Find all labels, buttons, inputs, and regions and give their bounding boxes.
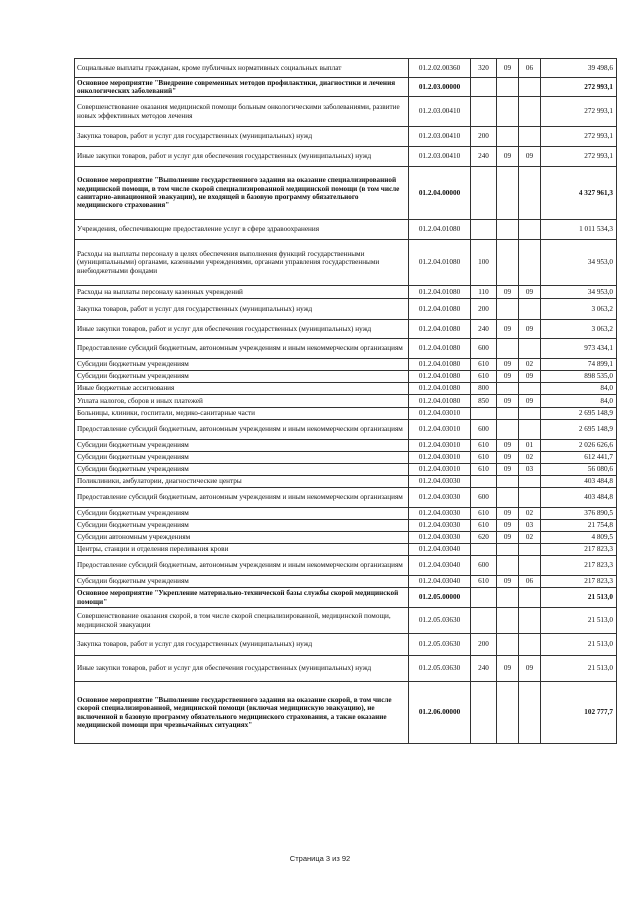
row-section: 09 [497, 452, 519, 464]
table-row [75, 476, 617, 488]
row-section [497, 97, 519, 127]
row-section [497, 339, 519, 359]
row-subsection: 02 [519, 508, 541, 520]
row-expense-type [471, 588, 497, 608]
row-section [497, 383, 519, 395]
row-expense-type: 610 [471, 464, 497, 476]
row-code: 01.2.04.03030 [409, 476, 471, 488]
row-amount: 74 899,1 [541, 359, 617, 371]
row-amount: 272 993,1 [541, 97, 617, 127]
row-expense-type: 610 [471, 520, 497, 532]
row-section: 09 [497, 359, 519, 371]
table-row [75, 452, 617, 464]
table-row [75, 59, 617, 78]
row-section: 09 [497, 147, 519, 167]
row-section: 09 [497, 508, 519, 520]
row-expense-type: 600 [471, 339, 497, 359]
row-code: 01.2.05.03630 [409, 608, 471, 634]
table-row [75, 634, 617, 656]
row-name: Субсидии бюджетным учреждениям [75, 452, 409, 464]
row-name: Совершенствование оказания скорой, в том числе скорой специализированной, медицинской помощи, медицинской эвакуации [75, 608, 409, 634]
table-row [75, 508, 617, 520]
table-row [75, 408, 617, 420]
row-name: Закупка товаров, работ и услуг для государственных (муниципальных) нужд [75, 299, 409, 320]
table-row [75, 656, 617, 682]
table-row [75, 420, 617, 440]
table-row [75, 167, 617, 220]
row-code: 01.2.04.01080 [409, 383, 471, 395]
row-name: Субсидии автономным учреждениям [75, 532, 409, 544]
row-expense-type: 600 [471, 556, 497, 576]
table-row [75, 371, 617, 383]
row-section [497, 220, 519, 240]
row-amount: 217 823,3 [541, 544, 617, 556]
table-row [75, 240, 617, 286]
row-amount: 102 777,7 [541, 682, 617, 744]
row-section [497, 634, 519, 656]
row-subsection [519, 97, 541, 127]
table-row [75, 147, 617, 167]
row-expense-type: 110 [471, 286, 497, 299]
row-amount: 3 063,2 [541, 299, 617, 320]
row-amount: 898 535,0 [541, 371, 617, 383]
row-section [497, 240, 519, 286]
row-amount: 84,0 [541, 395, 617, 408]
row-subsection: 09 [519, 147, 541, 167]
row-subsection: 03 [519, 464, 541, 476]
row-name: Иные закупки товаров, работ и услуг для обеспечения государственных (муниципальных) нужд [75, 320, 409, 339]
row-name: Закупка товаров, работ и услуг для государственных (муниципальных) нужд [75, 634, 409, 656]
row-expense-type: 240 [471, 147, 497, 167]
table-row [75, 78, 617, 97]
row-section: 09 [497, 464, 519, 476]
row-name: Расходы на выплаты персоналу в целях обеспечения выполнения функций государственными (муниципальными) органами, казенными учреждениями, органами управления государственными внебюджетными фондами [75, 240, 409, 286]
row-name: Поликлиники, амбулатории, диагностические центры [75, 476, 409, 488]
row-name: Иные бюджетные ассигнования [75, 383, 409, 395]
row-section [497, 167, 519, 220]
budget-table-body [75, 59, 617, 744]
row-code: 01.2.04.03040 [409, 556, 471, 576]
row-amount: 21 513,0 [541, 656, 617, 682]
row-expense-type [471, 544, 497, 556]
row-code: 01.2.04.03010 [409, 464, 471, 476]
row-subsection: 02 [519, 359, 541, 371]
row-code: 01.2.04.03030 [409, 532, 471, 544]
row-code: 01.2.04.01080 [409, 240, 471, 286]
row-amount: 56 080,6 [541, 464, 617, 476]
row-subsection: 01 [519, 440, 541, 452]
row-subsection [519, 588, 541, 608]
row-section [497, 408, 519, 420]
page-footer: Страница 3 из 92 [289, 854, 351, 863]
row-name: Учреждения, обеспечивающие предоставление услуг в сфере здравоохранения [75, 220, 409, 240]
row-code: 01.2.04.03010 [409, 420, 471, 440]
row-section [497, 682, 519, 744]
table-row [75, 359, 617, 371]
table-row [75, 440, 617, 452]
row-code: 01.2.05.00000 [409, 588, 471, 608]
row-name: Субсидии бюджетным учреждениям [75, 359, 409, 371]
row-name: Предоставление субсидий бюджетным, автономным учреждениям и иным некоммерческим организациям [75, 420, 409, 440]
row-expense-type [471, 78, 497, 97]
row-expense-type [471, 608, 497, 634]
row-section [497, 556, 519, 576]
row-code: 01.2.04.03030 [409, 520, 471, 532]
row-code: 01.2.04.01080 [409, 359, 471, 371]
row-amount: 2 026 626,6 [541, 440, 617, 452]
table-row [75, 488, 617, 508]
row-code: 01.2.03.00410 [409, 127, 471, 147]
row-amount: 4 327 961,3 [541, 167, 617, 220]
table-row [75, 556, 617, 576]
row-name: Субсидии бюджетным учреждениям [75, 520, 409, 532]
row-expense-type: 620 [471, 532, 497, 544]
table-row [75, 576, 617, 588]
row-expense-type: 600 [471, 420, 497, 440]
row-amount: 4 809,5 [541, 532, 617, 544]
row-name: Предоставление субсидий бюджетным, автономным учреждениям и иным некоммерческим организациям [75, 339, 409, 359]
row-expense-type [471, 682, 497, 744]
row-section [497, 608, 519, 634]
row-amount: 272 993,1 [541, 147, 617, 167]
row-expense-type [471, 167, 497, 220]
table-row [75, 339, 617, 359]
row-subsection [519, 608, 541, 634]
row-section [497, 476, 519, 488]
row-code: 01.2.04.03010 [409, 408, 471, 420]
row-amount: 2 695 148,9 [541, 408, 617, 420]
table-row [75, 395, 617, 408]
row-section: 09 [497, 371, 519, 383]
row-expense-type: 100 [471, 240, 497, 286]
row-name: Центры, станции и отделения переливания крови [75, 544, 409, 556]
row-amount: 39 498,6 [541, 59, 617, 78]
table-row [75, 383, 617, 395]
table-row [75, 127, 617, 147]
table-row [75, 544, 617, 556]
row-expense-type: 320 [471, 59, 497, 78]
row-subsection [519, 488, 541, 508]
row-subsection [519, 544, 541, 556]
row-amount: 272 993,1 [541, 78, 617, 97]
row-amount: 84,0 [541, 383, 617, 395]
row-amount: 403 484,8 [541, 488, 617, 508]
row-expense-type: 850 [471, 395, 497, 408]
row-expense-type: 610 [471, 452, 497, 464]
row-amount: 217 823,3 [541, 556, 617, 576]
row-subsection: 09 [519, 395, 541, 408]
row-subsection: 06 [519, 576, 541, 588]
row-subsection: 02 [519, 532, 541, 544]
row-name: Основное мероприятие "Внедрение современных методов профилактики, диагностики и лечения онкологических заболеваний" [75, 78, 409, 97]
row-subsection: 09 [519, 320, 541, 339]
row-subsection: 02 [519, 452, 541, 464]
row-subsection [519, 339, 541, 359]
row-code: 01.2.04.00000 [409, 167, 471, 220]
row-name: Больницы, клиники, госпитали, медико-санитарные части [75, 408, 409, 420]
row-code: 01.2.04.03010 [409, 440, 471, 452]
budget-table-container [74, 58, 616, 744]
row-section [497, 488, 519, 508]
row-section [497, 544, 519, 556]
table-row [75, 320, 617, 339]
row-amount: 217 823,3 [541, 576, 617, 588]
row-amount: 34 953,0 [541, 240, 617, 286]
row-section: 09 [497, 520, 519, 532]
row-amount: 1 011 534,3 [541, 220, 617, 240]
row-name: Основное мероприятие "Выполнение государственного задания на оказание скорой, в том числе скорой специализированной, медицинской помощи (включая медицинскую эвакуацию), не включенной в базовую программу обязательного медицинского страхования, а также оказание медицинской помощи при чрезвычайных ситуациях" [75, 682, 409, 744]
row-name: Предоставление субсидий бюджетным, автономным учреждениям и иным некоммерческим организациям [75, 488, 409, 508]
row-name: Социальные выплаты гражданам, кроме публичных нормативных социальных выплат [75, 59, 409, 78]
row-subsection: 03 [519, 520, 541, 532]
row-expense-type: 200 [471, 634, 497, 656]
row-expense-type: 240 [471, 320, 497, 339]
row-code: 01.2.04.03040 [409, 544, 471, 556]
row-expense-type [471, 97, 497, 127]
row-amount: 272 993,1 [541, 127, 617, 147]
row-amount: 21 754,8 [541, 520, 617, 532]
row-expense-type [471, 408, 497, 420]
row-expense-type [471, 476, 497, 488]
row-subsection [519, 634, 541, 656]
row-expense-type: 200 [471, 127, 497, 147]
row-expense-type: 200 [471, 299, 497, 320]
row-name: Уплата налогов, сборов и иных платежей [75, 395, 409, 408]
row-subsection [519, 127, 541, 147]
row-subsection [519, 299, 541, 320]
row-section: 09 [497, 576, 519, 588]
row-subsection: 09 [519, 286, 541, 299]
row-amount: 403 484,8 [541, 476, 617, 488]
row-section [497, 299, 519, 320]
row-section: 09 [497, 395, 519, 408]
row-subsection [519, 240, 541, 286]
row-code: 01.2.04.01080 [409, 339, 471, 359]
row-name: Основное мероприятие "Укрепление материально-технической базы службы скорой медицинской помощи" [75, 588, 409, 608]
row-code: 01.2.04.01080 [409, 286, 471, 299]
row-name: Субсидии бюджетным учреждениям [75, 576, 409, 588]
table-row [75, 299, 617, 320]
row-expense-type [471, 220, 497, 240]
row-code: 01.2.04.03030 [409, 488, 471, 508]
row-section: 09 [497, 440, 519, 452]
table-row [75, 220, 617, 240]
row-expense-type: 610 [471, 440, 497, 452]
row-expense-type: 600 [471, 488, 497, 508]
row-code: 01.2.05.03630 [409, 656, 471, 682]
row-amount: 21 513,0 [541, 608, 617, 634]
row-code: 01.2.04.01080 [409, 395, 471, 408]
row-name: Субсидии бюджетным учреждениям [75, 464, 409, 476]
row-code: 01.2.03.00000 [409, 78, 471, 97]
row-amount: 973 434,1 [541, 339, 617, 359]
row-name: Субсидии бюджетным учреждениям [75, 371, 409, 383]
row-amount: 21 513,0 [541, 634, 617, 656]
row-section: 09 [497, 320, 519, 339]
row-expense-type: 800 [471, 383, 497, 395]
row-code: 01.2.03.00410 [409, 97, 471, 127]
row-code: 01.2.04.01080 [409, 220, 471, 240]
row-amount: 3 063,2 [541, 320, 617, 339]
table-row [75, 97, 617, 127]
row-name: Иные закупки товаров, работ и услуг для обеспечения государственных (муниципальных) нужд [75, 656, 409, 682]
row-name: Расходы на выплаты персоналу казенных учреждений [75, 286, 409, 299]
row-section [497, 588, 519, 608]
row-name: Основное мероприятие "Выполнение государственного задания на оказание специализированной медицинской помощи, в том числе скорой специализированной медицинской помощи (в том числе санитарно-авиационной эвакуации), не входящей в базовую программу обязательного медицинского страхования" [75, 167, 409, 220]
row-name: Совершенствование оказания медицинской помощи больным онкологическими заболеваниями, развитие новых эффективных методов лечения [75, 97, 409, 127]
row-expense-type: 610 [471, 576, 497, 588]
row-amount: 376 890,5 [541, 508, 617, 520]
table-row [75, 286, 617, 299]
row-name: Закупка товаров, работ и услуг для государственных (муниципальных) нужд [75, 127, 409, 147]
row-code: 01.2.04.01080 [409, 299, 471, 320]
budget-table [74, 58, 617, 744]
row-code: 01.2.03.00410 [409, 147, 471, 167]
row-section: 09 [497, 656, 519, 682]
table-row [75, 464, 617, 476]
row-amount: 21 513,0 [541, 588, 617, 608]
row-code: 01.2.04.03040 [409, 576, 471, 588]
row-name: Иные закупки товаров, работ и услуг для обеспечения государственных (муниципальных) нужд [75, 147, 409, 167]
row-code: 01.2.04.01080 [409, 320, 471, 339]
row-expense-type: 240 [471, 656, 497, 682]
row-subsection [519, 408, 541, 420]
row-name: Субсидии бюджетным учреждениям [75, 440, 409, 452]
row-section [497, 127, 519, 147]
row-name: Субсидии бюджетным учреждениям [75, 508, 409, 520]
table-row [75, 608, 617, 634]
row-expense-type: 610 [471, 371, 497, 383]
row-subsection [519, 556, 541, 576]
row-subsection [519, 420, 541, 440]
row-code: 01.2.04.01080 [409, 371, 471, 383]
row-code: 01.2.02.00360 [409, 59, 471, 78]
row-code: 01.2.04.03010 [409, 452, 471, 464]
row-amount: 612 441,7 [541, 452, 617, 464]
row-subsection [519, 682, 541, 744]
row-subsection: 09 [519, 371, 541, 383]
row-code: 01.2.04.03030 [409, 508, 471, 520]
row-subsection [519, 476, 541, 488]
row-expense-type: 610 [471, 508, 497, 520]
row-subsection: 06 [519, 59, 541, 78]
row-subsection [519, 220, 541, 240]
row-subsection [519, 78, 541, 97]
row-section: 09 [497, 286, 519, 299]
row-amount: 2 695 148,9 [541, 420, 617, 440]
table-row [75, 532, 617, 544]
row-name: Предоставление субсидий бюджетным, автономным учреждениям и иным некоммерческим организациям [75, 556, 409, 576]
table-row [75, 520, 617, 532]
table-row [75, 682, 617, 744]
row-section: 09 [497, 59, 519, 78]
row-section [497, 78, 519, 97]
row-section [497, 420, 519, 440]
row-section: 09 [497, 532, 519, 544]
row-code: 01.2.05.03630 [409, 634, 471, 656]
row-subsection [519, 383, 541, 395]
row-amount: 34 953,0 [541, 286, 617, 299]
row-code: 01.2.06.00000 [409, 682, 471, 744]
row-subsection: 09 [519, 656, 541, 682]
row-expense-type: 610 [471, 359, 497, 371]
table-row [75, 588, 617, 608]
row-subsection [519, 167, 541, 220]
